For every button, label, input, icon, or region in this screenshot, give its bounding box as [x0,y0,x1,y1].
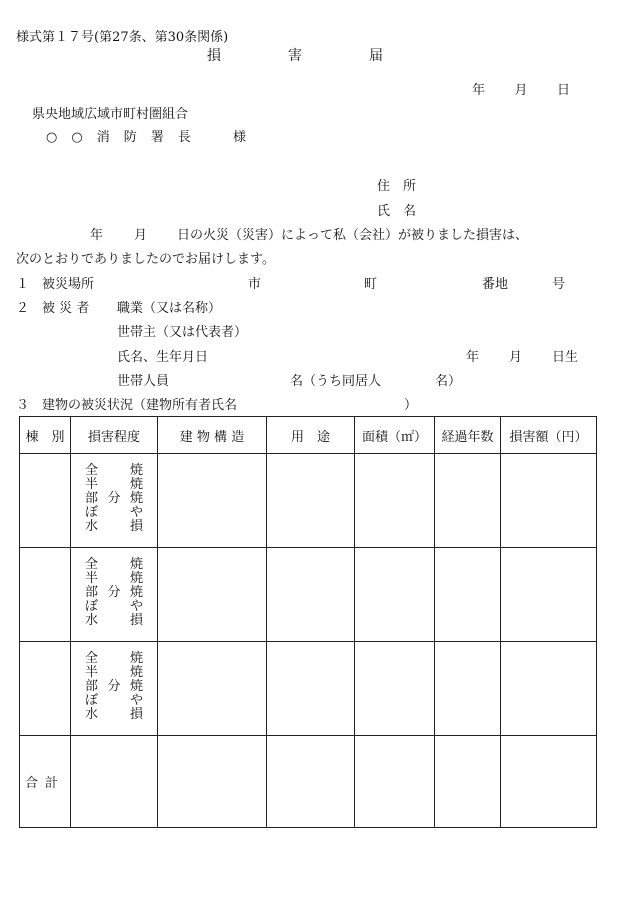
victim-birth-date [466,351,578,364]
table-cell[interactable] [158,454,267,548]
damage-level-list [85,558,143,628]
statement-date-year: 年 [90,228,104,243]
damage-level-option [85,586,143,600]
table-cell[interactable] [435,548,501,642]
table-cell[interactable] [267,454,355,548]
statement-text: 日の火災（災害）によって私（会社）が被りました損害は、 [177,228,529,243]
table-cell[interactable] [355,642,435,736]
total-label-cell [20,736,71,828]
table-cell[interactable] [267,548,355,642]
table-cell[interactable] [267,642,355,736]
damage-level-char: 焼 [129,477,143,492]
recipient-char: 長 [177,130,191,145]
damage-level-char: 焼 [129,463,143,478]
table-cell[interactable] [158,548,267,642]
building-label-close: ） [404,398,418,413]
damage-level-char: や [129,505,143,520]
col-header-usage: 用 途 [267,417,355,454]
statement-date-month: 月 [134,228,148,243]
damage-level-option [85,520,143,534]
damage-level-option [85,492,143,506]
damage-level-char: 損 [129,613,143,628]
table-cell[interactable] [435,454,501,548]
reporter-name-label: 氏 名 [377,204,417,219]
damage-level-char: 焼 [129,491,143,506]
disaster-place-go: 号 [552,277,566,292]
total-cell[interactable] [435,736,501,828]
total-row [20,736,597,828]
col-header-structure: 建 物 構 造 [158,417,267,454]
table-cell[interactable] [158,642,267,736]
table-cell[interactable] [501,454,597,548]
table-row [20,642,597,736]
damage-level-char: 水 [85,519,99,534]
damage-level-char: 分 [107,585,121,600]
organization-name: 県央地域広域市町村圏組合 [32,107,189,122]
total-cell[interactable] [71,736,158,828]
damage-level-char: 全 [85,463,99,478]
table-cell[interactable] [355,548,435,642]
damage-level-option [85,558,143,572]
recipient-title [46,131,246,144]
col-header-damage-amount: 損害額（円） [501,417,597,454]
damage-level-option [85,506,143,520]
table-cell[interactable] [435,642,501,736]
recipient-char: 署 [150,130,164,145]
total-cell[interactable] [355,736,435,828]
table-cell[interactable] [501,548,597,642]
recipient-char: ○ [71,130,83,145]
total-label: 合計 [25,776,66,791]
table-cell[interactable] [20,454,71,548]
damage-level-char: ぼ [85,599,99,614]
damage-level-option [85,614,143,628]
damage-level-char: 焼 [129,665,143,680]
date-month: 月 [514,83,528,98]
table-row [20,548,597,642]
damage-level-char: ぼ [85,505,99,520]
disaster-place-city: 市 [248,277,262,292]
damage-level-cell [71,548,158,642]
victim-label: ２ 被 災 者 [16,301,90,316]
date-day: 日 [556,83,570,98]
damage-table [19,416,597,828]
damage-level-char: 分 [107,679,121,694]
damage-level-char: や [129,599,143,614]
victim-members: 世帯人員 [117,374,170,389]
date-year: 年 [472,83,486,98]
victim-members-close: 名） [435,374,462,389]
title-char: 届 [369,48,383,64]
building-label: ３ 建物の被災状況（建物所有者氏名 [16,398,238,413]
victim-occupation: 職業（又は名称） [117,301,222,316]
damage-level-option [85,666,143,680]
table-cell[interactable] [501,642,597,736]
damage-level-char: 水 [85,613,99,628]
damage-level-char: 焼 [129,679,143,694]
birth-month: 月 [508,350,522,365]
title-char: 害 [288,48,302,64]
damage-level-char: 焼 [129,651,143,666]
damage-level-option [85,600,143,614]
damage-level-char: や [129,693,143,708]
col-header-damage-level: 損害程度 [71,417,158,454]
damage-level-char: 損 [129,519,143,534]
recipient-char: 消 [96,130,110,145]
submission-date [472,84,570,97]
damage-level-char: ぼ [85,693,99,708]
damage-level-char: 半 [85,477,99,492]
damage-level-option [85,694,143,708]
birth-day: 日生 [551,350,578,365]
damage-level-char: 焼 [129,557,143,572]
victim-householder: 世帯主（又は代表者） [117,325,248,340]
recipient-char: ○ [46,130,58,145]
table-cell[interactable] [355,454,435,548]
table-header-row [20,417,597,454]
total-cell[interactable] [501,736,597,828]
damage-level-option [85,652,143,666]
disaster-place-label: １ 被災場所 [16,277,95,292]
damage-level-list [85,464,143,534]
form-number: 様式第１７号(第27条、第30条関係) [16,30,229,45]
damage-level-option [85,708,143,722]
table-cell[interactable] [20,548,71,642]
col-header-building: 棟 別 [20,417,71,454]
disaster-place-banchi: 番地 [482,277,509,292]
damage-level-option [85,680,143,694]
damage-level-char: 部 [85,679,99,694]
form-title [207,49,383,63]
damage-level-char: 水 [85,707,99,722]
damage-level-char: 焼 [129,571,143,586]
col-header-area: 面積（㎡） [355,417,435,454]
damage-level-option [85,478,143,492]
damage-level-char: 分 [107,491,121,506]
total-cell[interactable] [158,736,267,828]
damage-level-char: 損 [129,707,143,722]
damage-level-char: 半 [85,665,99,680]
title-char: 損 [207,48,221,64]
damage-level-char: 半 [85,571,99,586]
table-cell[interactable] [20,642,71,736]
damage-level-char: 部 [85,585,99,600]
damage-level-char: 部 [85,491,99,506]
victim-name-birth: 氏名、生年月日 [117,350,209,365]
table-row [20,454,597,548]
disaster-place-town: 町 [364,277,378,292]
col-header-age: 経過年数 [435,417,501,454]
damage-level-char: 全 [85,557,99,572]
recipient-char: 様 [232,130,246,145]
birth-year: 年 [466,350,480,365]
damage-level-cell [71,642,158,736]
damage-level-char: 全 [85,651,99,666]
statement-text-2: 次のとおりでありましたのでお届けします。 [16,252,275,267]
damage-level-list [85,652,143,722]
damage-level-cell [71,454,158,548]
total-cell[interactable] [267,736,355,828]
reporter-address-label: 住 所 [377,179,417,194]
victim-members-count: 名（うち同居人 [290,374,382,389]
damage-level-char: 焼 [129,585,143,600]
damage-level-option [85,572,143,586]
damage-level-option [85,464,143,478]
recipient-char: 防 [123,130,137,145]
